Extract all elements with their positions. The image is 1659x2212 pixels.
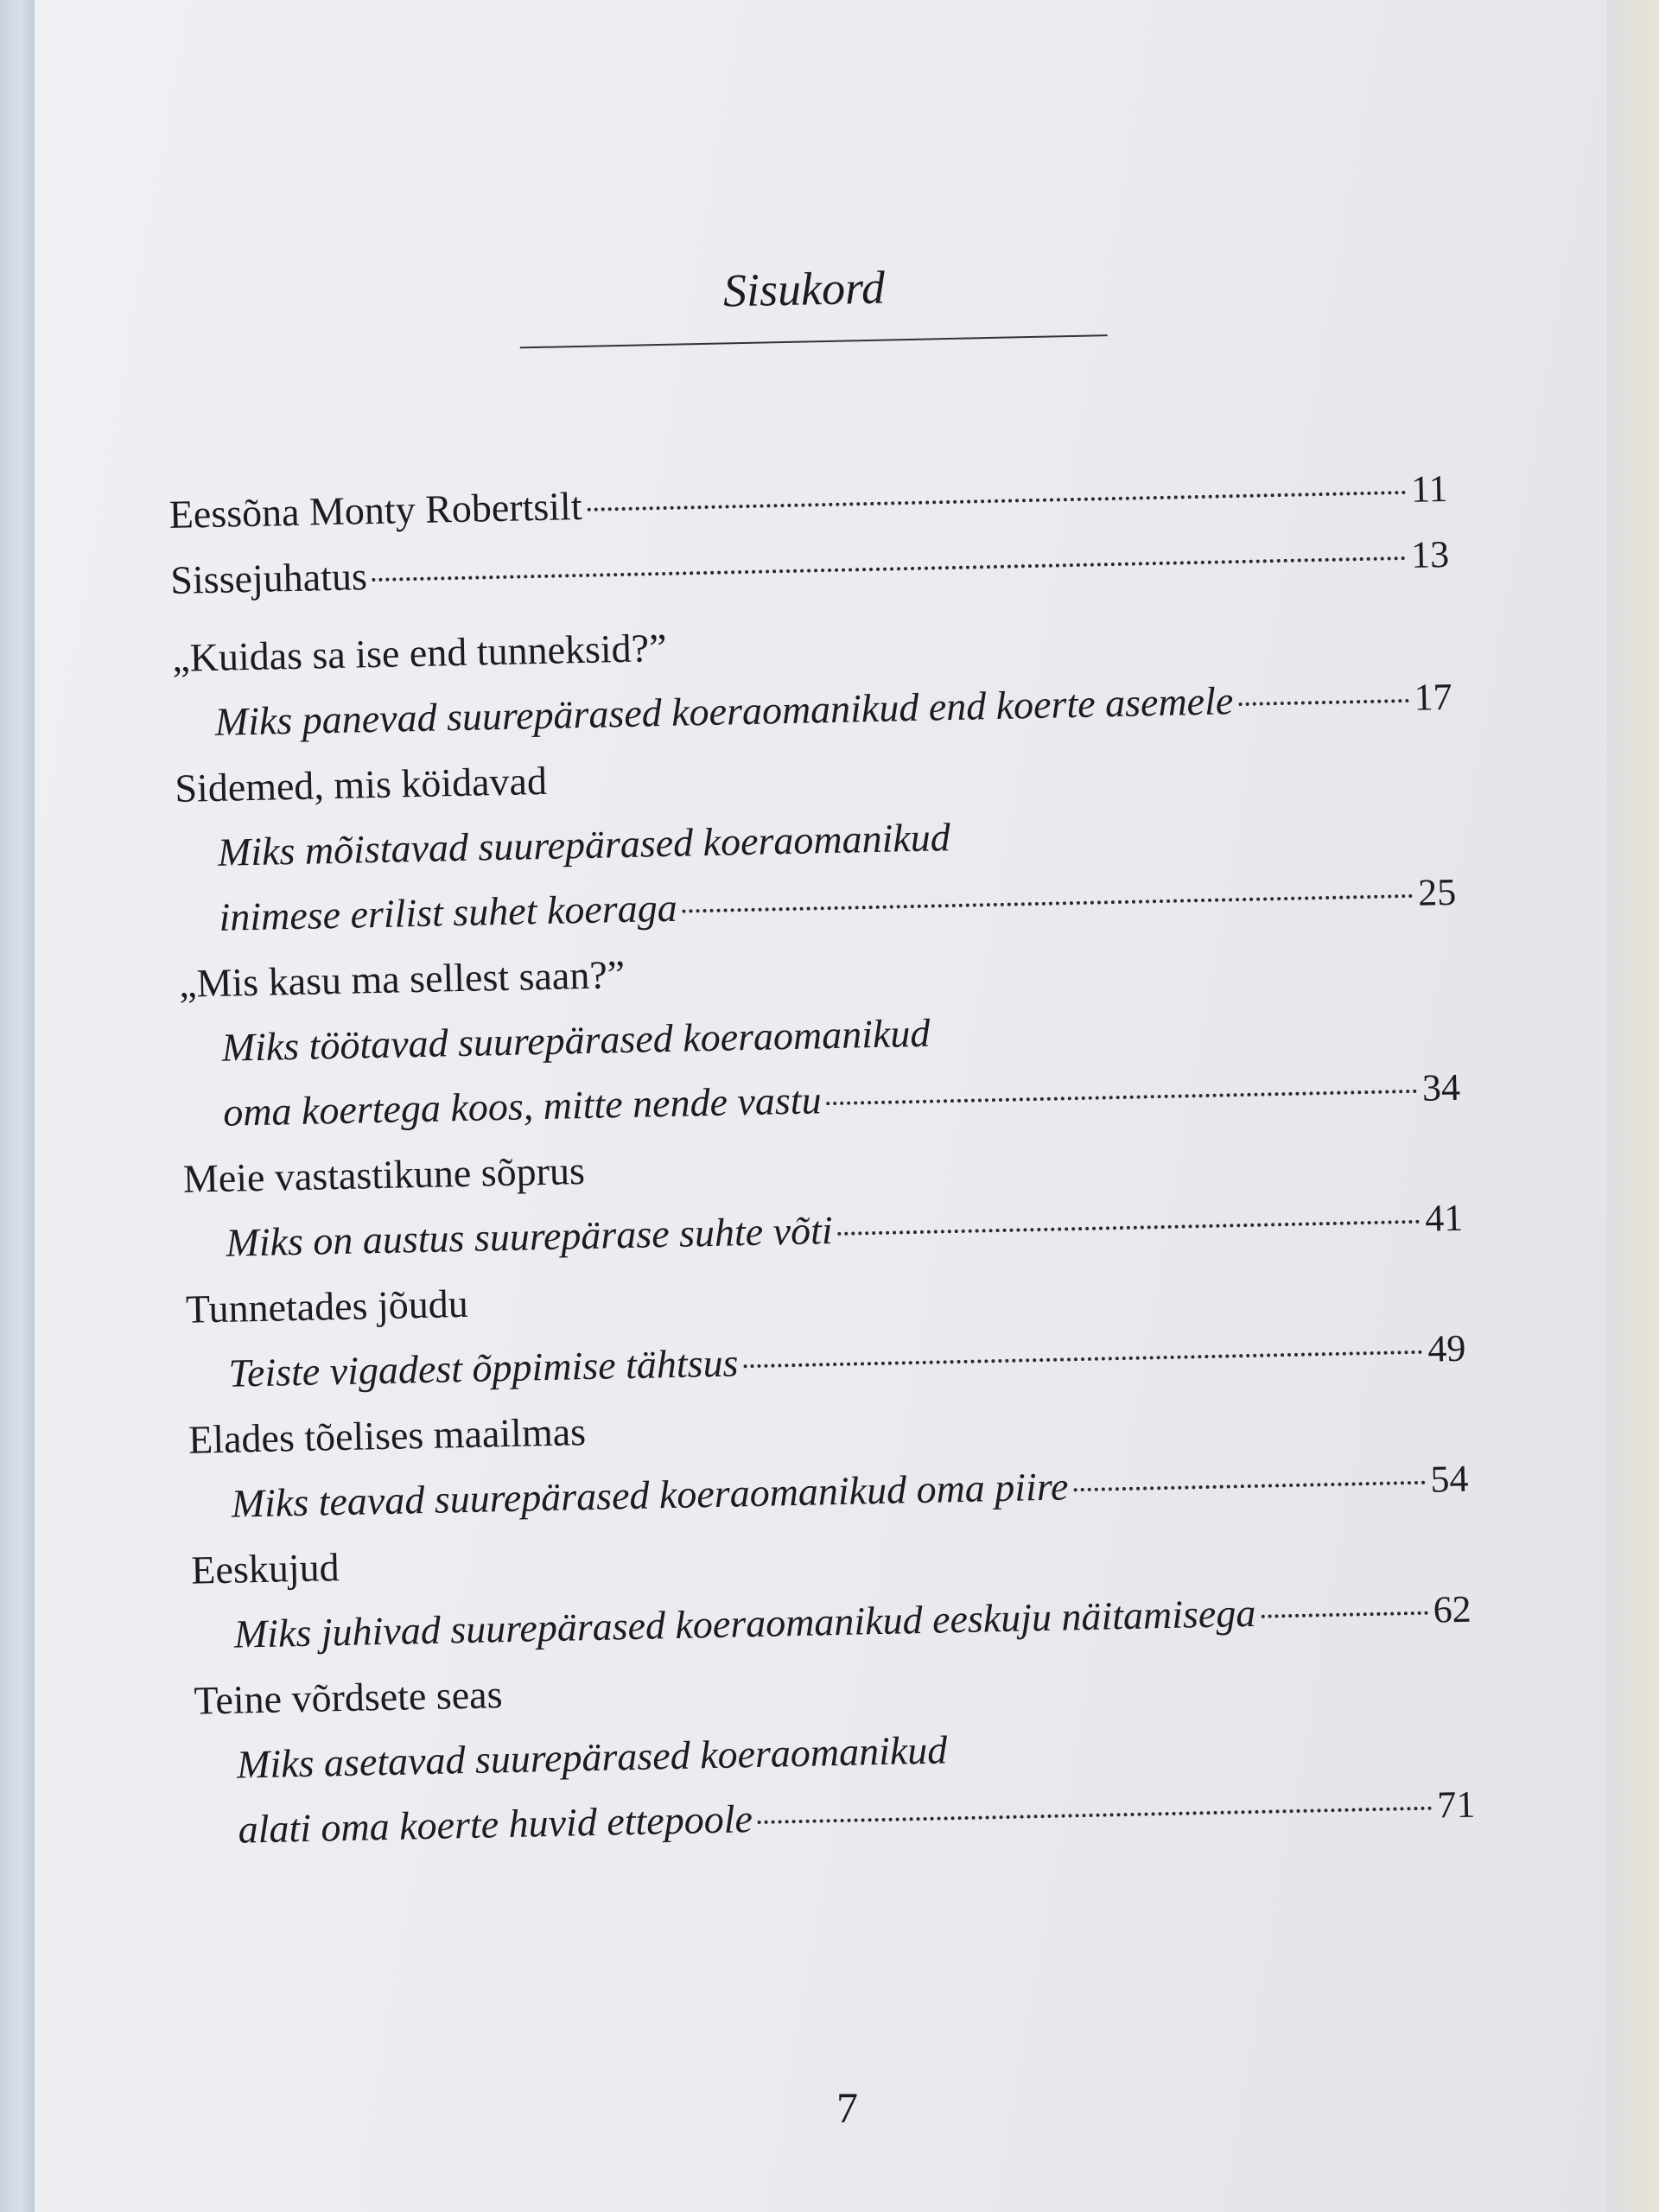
toc-page-number: 62 bbox=[1433, 1587, 1472, 1631]
toc-entry-title: Sissejuhatus bbox=[169, 554, 368, 602]
toc-entry-subtitle: oma koertega koos, mitte nende vastu bbox=[222, 1077, 823, 1135]
toc-title: Sisukord bbox=[722, 261, 886, 317]
toc-entry-title: Meie vastastikune sõprus bbox=[182, 1148, 586, 1201]
toc-entry-subtitle: inimese erilist suhet koeraga bbox=[219, 885, 678, 939]
toc-page-number: 34 bbox=[1421, 1065, 1461, 1109]
toc-entry-title: „Kuidas sa ise end tunneksid?” bbox=[171, 625, 667, 680]
toc-page-number: 13 bbox=[1410, 532, 1450, 576]
toc-entry-title: Eessõna Monty Robertsilt bbox=[168, 483, 583, 537]
toc-entry-title: Eeskujud bbox=[190, 1545, 340, 1592]
toc-entry-subtitle: Miks panevad suurepärased koeraomanikud end koerte asemele bbox=[214, 678, 1234, 744]
toc-entry-subtitle: Miks mõistavad suurepärased koeraomanikud bbox=[217, 815, 951, 874]
dot-leader bbox=[743, 1351, 1422, 1368]
dot-leader bbox=[838, 1220, 1421, 1236]
dot-leader bbox=[1261, 1611, 1427, 1618]
toc-page-number: 25 bbox=[1417, 870, 1457, 914]
toc-entry-subtitle: Miks juhivad suurepärased koeraomanikud eeskuju näitamisega bbox=[233, 1590, 1256, 1656]
toc-entry-title: Sidemed, mis köidavad bbox=[174, 758, 548, 810]
toc-entry-subtitle: Miks asetavad suurepärased koeraomanikud bbox=[236, 1727, 948, 1787]
toc-entry-title: Tunnetades jõudu bbox=[185, 1281, 469, 1332]
table-of-contents bbox=[164, 248, 1545, 1863]
toc-entries bbox=[168, 454, 1545, 1863]
toc-entry-title: „Mis kasu ma sellest saan?” bbox=[178, 952, 626, 1006]
toc-page-number: 49 bbox=[1427, 1326, 1466, 1370]
toc-entry-subtitle: alati oma koerte huvid ettepoole bbox=[238, 1796, 753, 1852]
toc-entry bbox=[175, 728, 1526, 951]
toc-page-number: 17 bbox=[1414, 675, 1453, 719]
toc-entry-subtitle: Miks teavad suurepärased koeraomanikud oma piire bbox=[231, 1464, 1069, 1526]
toc-entry-subtitle: Miks töötavad suurepärased koeraomanikud bbox=[221, 1010, 931, 1070]
page-number: 7 bbox=[836, 2083, 858, 2132]
page-edge bbox=[1607, 0, 1659, 2212]
toc-entry bbox=[194, 1640, 1545, 1864]
dot-leader bbox=[588, 491, 1407, 512]
toc-page-number: 41 bbox=[1424, 1196, 1464, 1240]
toc-entry-title: Elades tõelises maailmas bbox=[188, 1409, 587, 1462]
toc-entry bbox=[178, 923, 1529, 1147]
dot-leader bbox=[683, 894, 1414, 913]
dot-leader bbox=[372, 556, 1406, 582]
toc-page-number: 11 bbox=[1410, 467, 1448, 511]
toc-page-number: 71 bbox=[1436, 1783, 1476, 1827]
toc-entry-subtitle: Teiste vigadest õppimise tähtsus bbox=[228, 1340, 739, 1395]
dot-leader bbox=[827, 1090, 1418, 1105]
dot-leader bbox=[1238, 699, 1408, 706]
dot-leader bbox=[758, 1807, 1433, 1824]
title-rule bbox=[520, 334, 1108, 348]
toc-page-number: 54 bbox=[1429, 1457, 1469, 1501]
toc-entry-subtitle: Miks on austus suurepärase suhte võti bbox=[225, 1208, 834, 1265]
toc-entry-title: Teine võrdsete seas bbox=[193, 1672, 503, 1723]
dot-leader bbox=[1073, 1481, 1425, 1492]
